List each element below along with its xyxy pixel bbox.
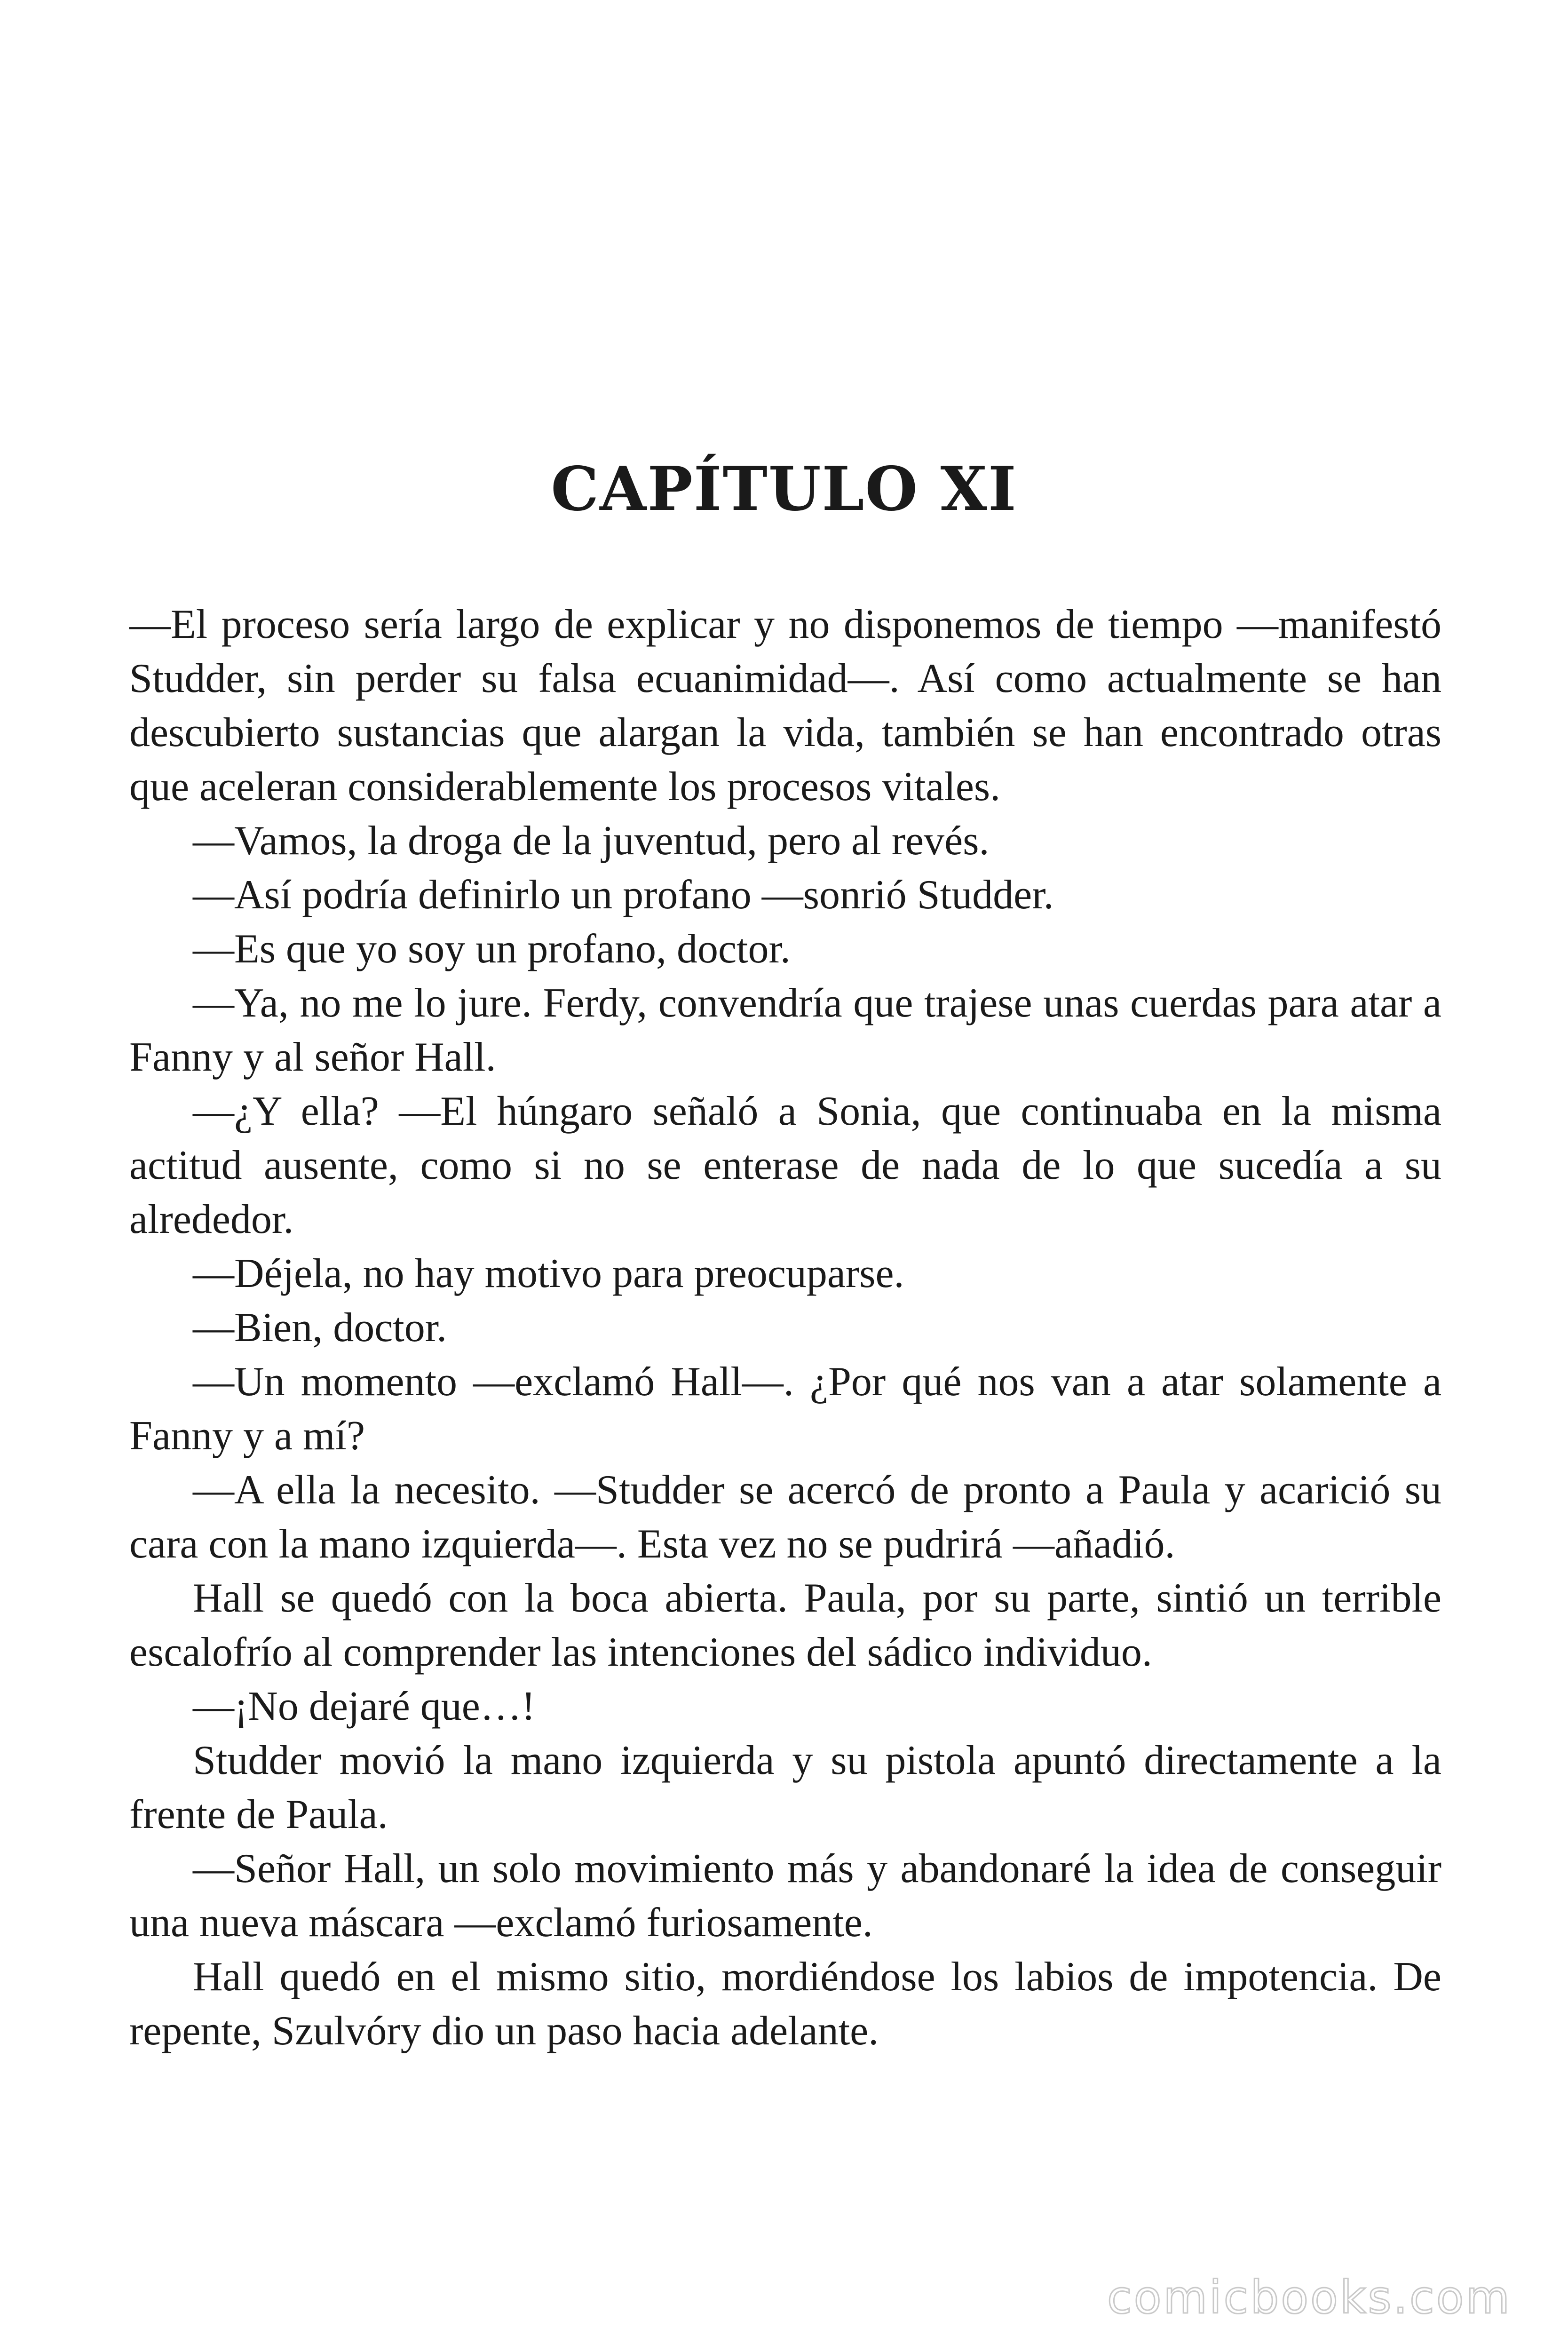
paragraph: —Ya, no me lo jure. Ferdy, convendría que trajese unas cuerdas para atar a Fanny y al señor Hall. xyxy=(129,980,1441,1080)
paragraph: —Así podría definirlo un profano —sonrió Studder. xyxy=(193,872,1054,918)
chapter-title: CAPÍTULO XI xyxy=(551,454,1017,524)
paragraph: —Señor Hall, un solo movimiento más y abandonaré la idea de conseguir una nueva máscara —exclamó furiosamente. xyxy=(129,1846,1441,1946)
paragraph: —A ella la necesito. —Studder se acercó de pronto a Paula y acarició su cara con la mano izquierda—. Esta vez no se pudrirá —añadió. xyxy=(129,1467,1441,1567)
chapter-body xyxy=(129,597,1441,2058)
paragraph: —Es que yo soy un profano, doctor. xyxy=(193,926,791,972)
paragraph: —Vamos, la droga de la juventud, pero al revés. xyxy=(193,818,990,864)
paragraph: —Déjela, no hay motivo para preocuparse. xyxy=(193,1251,904,1296)
paragraph: —Bien, doctor. xyxy=(193,1305,447,1351)
watermark: comicbooks.com xyxy=(1107,2271,1512,2324)
paragraph: Hall quedó en el mismo sitio, mordiéndose los labios de impotencia. De repente, Szulvóry dio un paso hacia adelante. xyxy=(129,1954,1441,2054)
paragraph: —Un momento —exclamó Hall—. ¿Por qué nos van a atar solamente a Fanny y a mí? xyxy=(129,1359,1441,1459)
paragraph: —El proceso sería largo de explicar y no disponemos de tiempo —manifestó Studder, sin perder su falsa ecuanimidad—. Así como actualmente se han descubierto sustancias que alargan la vida, también se han encontrado otras que aceleran considerablemente los procesos vitales. xyxy=(129,602,1441,810)
paragraph: Hall se quedó con la boca abierta. Paula, por su parte, sintió un terrible escalofrío al comprender las intenciones del sádico individuo. xyxy=(129,1575,1441,1675)
paragraph: —¡No dejaré que…! xyxy=(193,1684,536,1729)
paragraph: Studder movió la mano izquierda y su pistola apuntó directamente a la frente de Paula. xyxy=(129,1738,1441,1837)
paragraph: —¿Y ella? —El húngaro señaló a Sonia, que continuaba en la misma actitud ausente, como si no se enterase de nada de lo que sucedía a su alrededor. xyxy=(129,1089,1441,1242)
